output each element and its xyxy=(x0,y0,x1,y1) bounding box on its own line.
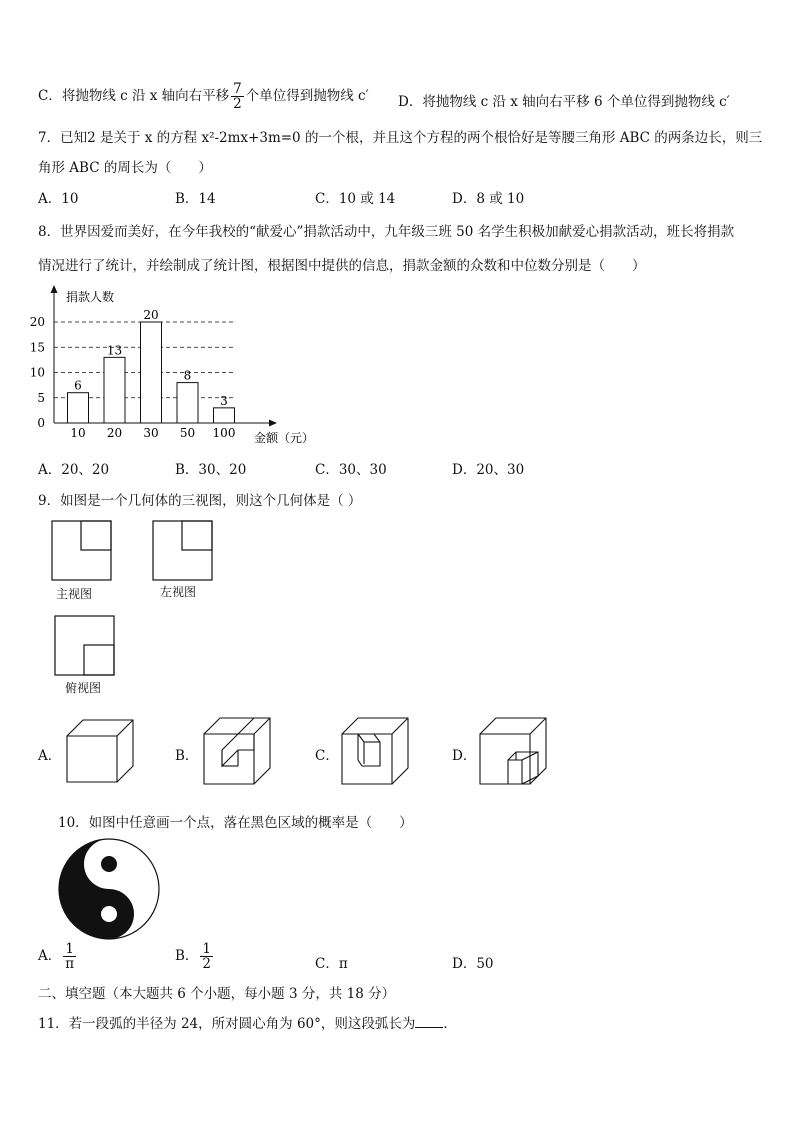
q10-option-c: C．π xyxy=(315,956,348,972)
yin-yang-figure xyxy=(57,837,161,941)
bar xyxy=(104,357,125,423)
x-tick-label: 20 xyxy=(106,426,123,440)
q7-option-d: D．8 或 10 xyxy=(452,191,525,207)
y-tick-label: 5 xyxy=(37,390,45,405)
q8-stem-line1: 8．世界因爱而美好，在今年我校的“献爱心”捐款活动中，九年级三班 50 名学生积极加献爱心捐款活动，班长将捐款 xyxy=(38,224,735,240)
front-view-figure xyxy=(51,520,113,582)
q10-option-b-fraction xyxy=(200,942,213,971)
q10-option-b-numerator: 1 xyxy=(202,941,212,957)
x-tick-label: 10 xyxy=(70,426,86,440)
q9-option-a-solid xyxy=(65,718,135,784)
q7-stem-line2: 角形 ABC 的周长为（ ） xyxy=(38,160,212,176)
x-tick-label: 50 xyxy=(179,426,196,440)
q6-fraction-numerator: 7 xyxy=(233,81,242,97)
q6-fraction-denominator: 2 xyxy=(233,96,242,113)
donation-bar-chart xyxy=(30,282,330,450)
q8-option-b: B．30、20 xyxy=(175,462,247,478)
q7-option-c: C．10 或 14 xyxy=(315,191,396,207)
q9-option-d-label: D． xyxy=(452,748,477,764)
q8-option-d: D．20、30 xyxy=(452,462,525,478)
y-tick-label: 0 xyxy=(37,416,45,430)
q10-option-a xyxy=(38,942,78,971)
top-view-label: 俯视图 xyxy=(65,681,102,695)
y-axis-arrow-icon xyxy=(51,285,58,293)
q9-option-d-solid xyxy=(478,716,550,786)
x-axis-arrow-icon xyxy=(269,420,277,427)
q7-option-a: A．10 xyxy=(38,191,79,207)
q9-option-a-label: A． xyxy=(38,748,62,764)
q6-option-d: D．将抛物线 c 沿 x 轴向右平移 6 个单位得到抛物线 c′ xyxy=(398,94,730,110)
q10-option-a-numerator: 1 xyxy=(63,942,76,957)
chart-x-ticks xyxy=(70,426,235,440)
q9-option-b-label: B． xyxy=(175,748,199,764)
left-view-label: 左视图 xyxy=(160,585,197,599)
q10-option-b-denominator: 2 xyxy=(202,956,212,973)
q10-option-d: D．50 xyxy=(452,956,494,972)
q10-stem: 10．如图中任意画一个点，落在黑色区域的概率是（ ） xyxy=(58,815,413,831)
bar xyxy=(68,393,89,423)
q11-stem-end: ． xyxy=(443,1016,457,1032)
q6-option-c-suffix: 个单位得到抛物线 c′ xyxy=(245,88,369,105)
q9-option-b-solid xyxy=(202,716,274,786)
q11-answer-blank[interactable] xyxy=(415,1015,443,1028)
bar-value-label: 6 xyxy=(74,378,82,393)
q10-option-a-prefix: A． xyxy=(38,948,62,965)
y-tick-label: 20 xyxy=(30,315,45,329)
q6-option-c-prefix: C．将抛物线 c 沿 x 轴向右平移 xyxy=(38,88,230,105)
q9-option-c-label: C． xyxy=(315,748,339,764)
bar-value-label: 8 xyxy=(183,368,192,383)
q8-stem-line2: 情况进行了统计，并绘制成了统计图，根据图中提供的信息，捐款金额的众数和中位数分别是（ ） xyxy=(38,258,646,274)
section-2-heading: 二、填空题（本大题共 6 个小题，每小题 3 分，共 18 分） xyxy=(38,986,396,1002)
q11-stem xyxy=(38,1012,457,1032)
q10-option-a-fraction xyxy=(63,942,76,971)
bar xyxy=(177,383,198,423)
x-tick-label: 100 xyxy=(212,426,236,440)
bar xyxy=(214,408,235,423)
front-view-label: 主视图 xyxy=(56,587,93,601)
q7-option-b: B．14 xyxy=(175,191,216,207)
bar-value-label: 13 xyxy=(106,343,123,358)
q8-option-a: A．20、20 xyxy=(38,462,110,478)
q9-option-c-solid xyxy=(340,716,412,786)
q6-options-row xyxy=(38,82,369,111)
q8-option-c: C．30、30 xyxy=(315,462,387,478)
q7-stem-line1: 7．已知2 是关于 x 的方程 x²-2mx+3m=0 的一个根，并且这个方程的两个根恰好是等腰三角形 ABC 的两条边长，则三 xyxy=(38,130,763,146)
y-axis-label: 捐款人数 xyxy=(66,290,115,304)
q10-option-b xyxy=(175,942,215,971)
top-view-figure xyxy=(54,615,116,677)
y-tick-label: 10 xyxy=(30,365,45,380)
x-axis-label: 金额（元） xyxy=(254,431,315,445)
x-tick-label: 30 xyxy=(143,426,159,440)
bar xyxy=(141,322,162,423)
q10-option-a-denominator: π xyxy=(65,956,75,973)
q9-stem: 9．如图是一个几何体的三视图，则这个几何体是（ ） xyxy=(38,493,362,509)
q11-stem-text: 11．若一段弧的半径为 24，所对圆心角为 60°，则这段弧长为 xyxy=(38,1016,416,1032)
q10-option-b-prefix: B． xyxy=(175,948,199,965)
chart-y-ticks xyxy=(30,315,45,430)
y-tick-label: 15 xyxy=(30,340,45,355)
left-view-figure xyxy=(152,520,214,582)
q6-fraction xyxy=(231,82,244,111)
bar-value-label: 3 xyxy=(220,393,228,408)
chart-bars xyxy=(68,308,235,423)
bar-value-label: 20 xyxy=(143,308,159,322)
